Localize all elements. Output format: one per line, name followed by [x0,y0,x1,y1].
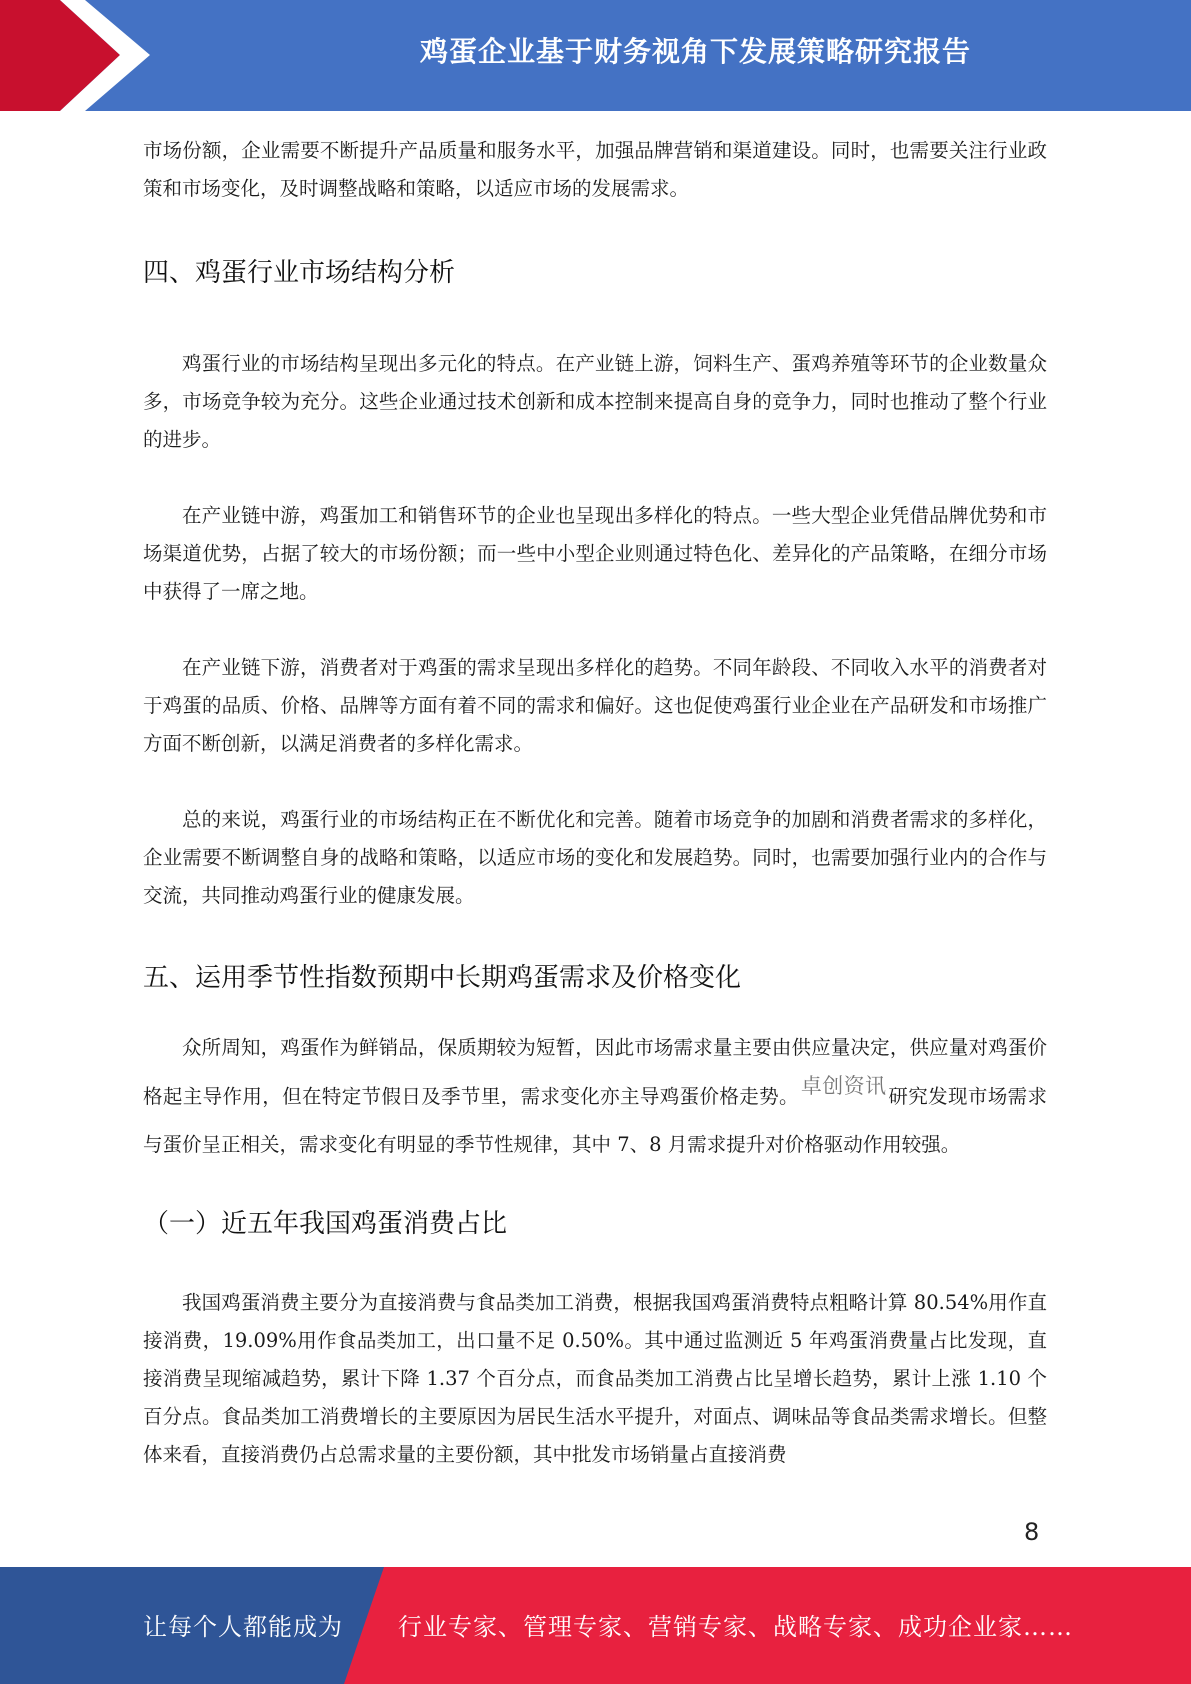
report-title: 鸡蛋企业基于财务视角下发展策略研究报告 [419,35,971,68]
paragraph-continuation: 市场份额，企业需要不断提升产品质量和服务水平，加强品牌营销和渠道建设。同时，也需要关注行业政策和市场变化，及时调整战略和策略，以适应市场的发展需求。 [143,139,1047,200]
paragraph: 在产业链下游，消费者对于鸡蛋的需求呈现出多样化的趋势。不同年龄段、不同收入水平的消费者对于鸡蛋的品质、价格、品牌等方面有着不同的需求和偏好。这也促使鸡蛋行业企业在产品研发和市场推广方面不断创新，以满足消费者的多样化需求。 [143,656,1047,755]
paragraph-with-watermark [143,1024,1047,1169]
page-header [0,0,1191,111]
source-watermark: 卓创资讯 [800,1074,887,1098]
paragraph-text: 众所周知，鸡蛋作为鲜销品，保质期较为短暂，因此市场需求量主要由供应量决定，供应量对鸡蛋价格起主导作用，但在特定节假日及季节里，需求变化亦主导鸡蛋价格走势。 [143,1036,1047,1108]
footer-slogan-right: 行业专家、管理专家、营销专家、战略专家、成功企业家…… [398,1613,1073,1641]
paragraph: 总的来说，鸡蛋行业的市场结构正在不断优化和完善。随着市场竞争的加剧和消费者需求的多样化，企业需要不断调整自身的战略和策略，以适应市场的变化和发展趋势。同时，也需要加强行业内的合作与交流，共同推动鸡蛋行业的健康发展。 [143,808,1047,907]
paragraph: 我国鸡蛋消费主要分为直接消费与食品类加工消费，根据我国鸡蛋消费特点粗略计算 80.54%用作直接消费，19.09%用作食品类加工，出口量不足 0.50%。其中通过监测近 5 年鸡蛋消费量占比发现，直接消费呈现缩减趋势，累计下降 1.37 个百分点，而食品类加工消费占比呈增长趋势，累计上涨 1.10 个百分点。食品类加工消费增长的主要原因为居民生活水平提升，对面点、调味品等食品类需求增长。但整体来看，直接消费仍占总需求量的主要份额，其中批发市场销量占直接消费 [143,1291,1047,1466]
section-heading-4: 四、鸡蛋行业市场结构分析 [143,258,456,288]
section-heading-5: 五、运用季节性指数预期中长期鸡蛋需求及价格变化 [143,963,742,993]
paragraph: 在产业链中游，鸡蛋加工和销售环节的企业也呈现出多样化的特点。一些大型企业凭借品牌优势和市场渠道优势，占据了较大的市场份额；而一些中小型企业则通过特色化、差异化的产品策略，在细分市场中获得了一席之地。 [143,504,1047,603]
page-number: 8 [1024,1518,1040,1546]
paragraph-text: 研究发现市场需求与蛋价呈正相关，需求变化有明显的季节性规律，其中 7、8 月需求提升对价格驱动作用较强。 [143,1085,1047,1156]
footer-slogan-left: 让每个人都能成为 [143,1613,343,1641]
page-footer [0,1567,1191,1684]
page-content [143,132,1047,1474]
subsection-heading-1: （一）近五年我国鸡蛋消费占比 [143,1209,508,1239]
paragraph: 鸡蛋行业的市场结构呈现出多元化的特点。在产业链上游，饲料生产、蛋鸡养殖等环节的企业数量众多，市场竞争较为充分。这些企业通过技术创新和成本控制来提高自身的竞争力，同时也推动了整个行业的进步。 [143,352,1047,451]
